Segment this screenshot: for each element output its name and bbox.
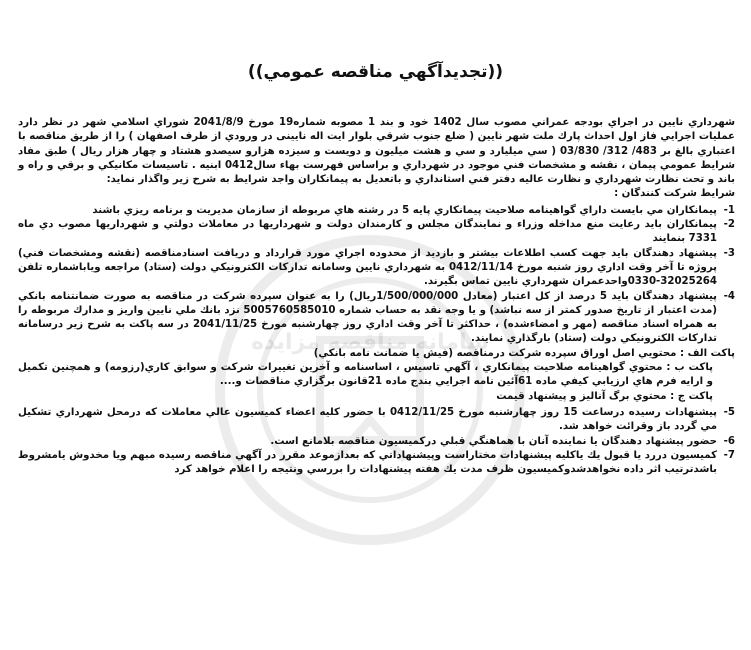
list-item [18, 204, 735, 218]
item-text: پيشنهاد دهندگان بايد جهت كسب اطلاعات بيشتر و بازديد از محدوده اجراي مورد قرارداد و دريافت اسنادمناقصه (نقشه ومشخصات فني) پروژه تا آخر وقت اداري روز شنبه مورخ 0412/11/14 به شهرداري نايين وسامانه تداركات الكترونيكي دولت (ستاد) مراجعه وياباشماره تلفن 32025264-0330واحدعمران شهرداري نايين تماس بگيرند. [18, 247, 718, 288]
item-number: 3- [723, 247, 735, 259]
item-number: 5- [723, 406, 735, 418]
item-number: 4- [723, 290, 735, 302]
notice-body [18, 116, 735, 477]
item-number: 2- [723, 219, 735, 231]
item-number: 1- [723, 204, 735, 216]
item-text: پيمانكاران مي بايست داراي گواهينامه صلاحيت پيمانكاري پايه 5 در رشته هاي مربوطه از سازمان مديريت و برنامه ريزي باشند [92, 204, 717, 216]
conditions-list [18, 204, 735, 347]
list-item [18, 247, 735, 290]
list-item [18, 449, 735, 478]
item-number: 6- [723, 435, 735, 447]
list-item [18, 218, 735, 247]
list-item [18, 290, 735, 347]
page-title: ((تجديدآگهي مناقصه عمومي)) [247, 62, 504, 82]
item-text: كميسيون دررد يا قبول يك ياكليه پيشنهادات مختاراست وپيشنهاداتي كه بعدازموعد مقرر در آگهي مناقصه رسيده مبهم ويا مخدوش يامشروط باشدترتيب اثر داده نخواهدشدوكميسيون ظرف مدت يك هفته پيشنهادات را بررسي ونتيجه را اعلام خواهد كرد [18, 449, 717, 476]
watermark-text: سامانه مناقصه مزایده [251, 330, 489, 355]
item-text: حضور پيشنهاد دهندگان يا نماينده آنان با هماهنگي قبلي دركميسيون مناقصه بلامانع است. [270, 435, 717, 447]
intro-paragraph: شهرداري نايين در اجراي بودجه عمراني مصوب سال 1402 خود و بند 1 مصوبه شماره19 مورخ 2041/8/9 شوراي اسلامي شهر در نظر دارد عمليات اجرايي فاز اول احداث پارك ملت شهر نايين ( ضلع جنوب شرقي بلوار ايت اله نايينى در ورودي از طرف اصفهان ) را از طريق مناقصه با اعتباري بالغ بر 483/ 312/ 03/830 ( سي ميليارد و سي و هشت ميليون و دويست و سيزده هزارو سيصدو هشتاد و چهار هزار ريال ) طبق مفاد شرايط عمومي پيمان ، نقشه و مشخصات فني موجود در شهرداري و براساس فهرست بهاء سال0412 ابنيه . تاسيسات مكانيكي و برقي و راه و باند و تحت نظارت شهرداري و نظارت عاليه دفتر فني استانداري و باتعديل به پيمانكاران واجد شرايط به شرح زير واگذار نمايد: [18, 117, 735, 186]
packet-b: پاكت ب : محتوي گواهينامه صلاحيت پيمانكاري ، آگهي تاسيس ، اساسنامه و آخرين تغييرات شركت و سوابق كاري(رزومه) و همچنين تكميل و ارايه فرم هاي ارزيابي كيفي ماده 61آئين نامه اجرايي بندج ماده 21قانون برگزاري مناقصات و.... [18, 362, 713, 388]
list-item [18, 435, 735, 449]
packet-a: پاكت الف : محتويي اصل اوراق سپرده شركت درمناقصه (فيش يا ضمانت نامه بانكي) [313, 347, 735, 359]
item-number: 7- [723, 449, 735, 461]
item-text: پيشنهاد دهندگان بايد 5 درصد از كل اعتبار (معادل 1/500/000/000ريال) را به عنوان سپرده شركت در مناقصه به صورت ضمانتنامه بانكي (مدت اعتبار از تاريخ صدور كمتر از سه نباشد) و يا وجه نقد به حساب شماره 5005760585010 نزد بانك ملي نايين واريز و مدارك مربوطه را به همراه اسناد مناقصه (مهر و امضاءشده) ، حداكثر تا آخر وقت اداري روز چهارشنبه مورخ 2041/11/25 در سه پاكت به شرح زير درسامانه تداركات الكترونيكي دولت (ستاد) بارگذاري نمايند. [18, 290, 717, 345]
conditions-header: شرايط شركت كنندگان : [614, 188, 735, 200]
item-text: پيمانكاران بايد رعايت منع مداخله وزراء و نمايندگان مجلس و كارمندان دولت و شهرداريها در معاملات دولتي و شهرداريها مصوب دي ماه 7331 بنمايند [18, 219, 717, 245]
item-text: پيشنهادات رسيده درساعت 15 روز چهارشنبه مورخ 0412/11/25 با حضور كليه اعضاء كميسيون عالي معاملات كه درمحل شهرداري تشكيل مي گردد باز وقرائت خواهد شد. [18, 406, 717, 433]
packet-c: پاكت ج : محتوي برگ آناليز و پيشنهاد قيمت [496, 390, 713, 402]
conditions-list-continued [18, 406, 735, 477]
list-item [18, 406, 735, 435]
